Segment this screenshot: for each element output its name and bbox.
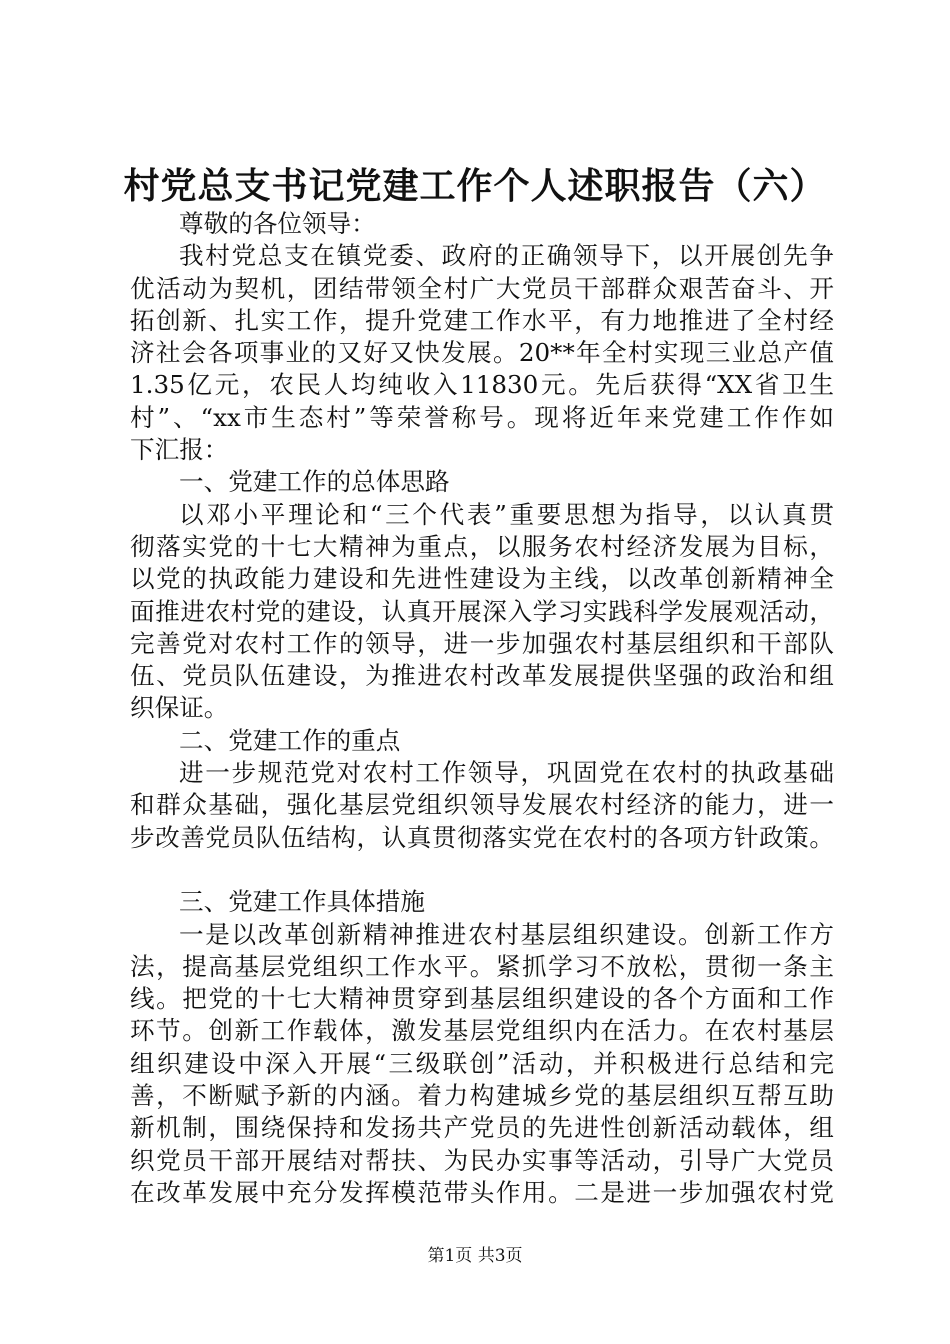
section-heading: 三、党建工作具体措施 xyxy=(179,887,425,917)
paragraph-line: 善，不断赋予新的内涵。着力构建城乡党的基层组织互帮互助 xyxy=(130,1081,834,1111)
paragraph-line: 我村党总支在镇党委、政府的正确领导下，以开展创先争 xyxy=(179,241,834,271)
paragraph-line: 下汇报： xyxy=(130,435,229,465)
paragraph-line: 织保证。 xyxy=(130,693,229,723)
paragraph-line: 法，提高基层党组织工作水平。紧抓学习不放松，贯彻一条主 xyxy=(130,951,834,981)
paragraph-line: 组织建设中深入开展“三级联创”活动，并积极进行总结和完 xyxy=(130,1048,834,1078)
paragraph-line: 完善党对农村工作的领导，进一步加强农村基层组织和干部队 xyxy=(130,628,834,658)
paragraph-line: 线。把党的十七大精神贯穿到基层组织建设的各个方面和工作 xyxy=(130,984,834,1014)
paragraph-line: 伍、党员队伍建设，为推进农村改革发展提供坚强的政治和组 xyxy=(130,661,834,691)
paragraph-line: 一是以改革创新精神推进农村基层组织建设。创新工作方 xyxy=(179,919,834,949)
paragraph-line: 彻落实党的十七大精神为重点，以服务农村经济发展为目标， xyxy=(130,531,834,561)
blank-line xyxy=(130,854,834,886)
paragraph-line: 村”、“xx市生态村”等荣誉称号。现将近年来党建工作作如 xyxy=(130,402,834,432)
document-title: 村党总支书记党建工作个人述职报告（六） xyxy=(123,165,827,207)
paragraph-line: 济社会各项事业的又好又快发展。20**年全村实现三业总产值 xyxy=(130,338,834,368)
section-heading: 一、党建工作的总体思路 xyxy=(179,467,450,497)
paragraph-line: 环节。创新工作载体，激发基层党组织内在活力。在农村基层 xyxy=(130,1016,834,1046)
paragraph-line: 进一步规范党对农村工作领导，巩固党在农村的执政基础 xyxy=(179,758,834,788)
paragraph-line: 织党员干部开展结对帮扶、为民办实事等活动，引导广大党员 xyxy=(130,1145,834,1175)
page-number-footer: 第1页 共3页 xyxy=(427,1246,523,1266)
section-heading: 二、党建工作的重点 xyxy=(179,725,401,755)
paragraph-line: 面推进农村党的建设，认真开展深入学习实践科学发展观活动， xyxy=(130,596,834,626)
paragraph-line: 以党的执政能力建设和先进性建设为主线，以改革创新精神全 xyxy=(130,564,834,594)
paragraph-line: 以邓小平理论和“三个代表”重要思想为指导，以认真贯 xyxy=(179,499,834,529)
paragraph-line: 和群众基础，强化基层党组织领导发展农村经济的能力，进一 xyxy=(130,790,834,820)
paragraph-line: 在改革发展中充分发挥模范带头作用。二是进一步加强农村党 xyxy=(130,1177,834,1207)
paragraph-line: 新机制，围绕保持和发扬共产党员的先进性创新活动载体，组 xyxy=(130,1113,834,1143)
paragraph-line: 1.35亿元，农民人均纯收入11830元。先后获得“XX省卫生 xyxy=(130,370,834,400)
salutation: 尊敬的各位领导： xyxy=(179,209,376,238)
paragraph-line: 拓创新、扎实工作，提升党建工作水平，有力地推进了全村经 xyxy=(130,305,834,335)
document-body xyxy=(130,208,834,1209)
paragraph-line: 步改善党员队伍结构，认真贯彻落实党在农村的各项方针政策。 xyxy=(130,822,834,852)
paragraph-line: 优活动为契机，团结带领全村广大党员干部群众艰苦奋斗、开 xyxy=(130,273,834,303)
